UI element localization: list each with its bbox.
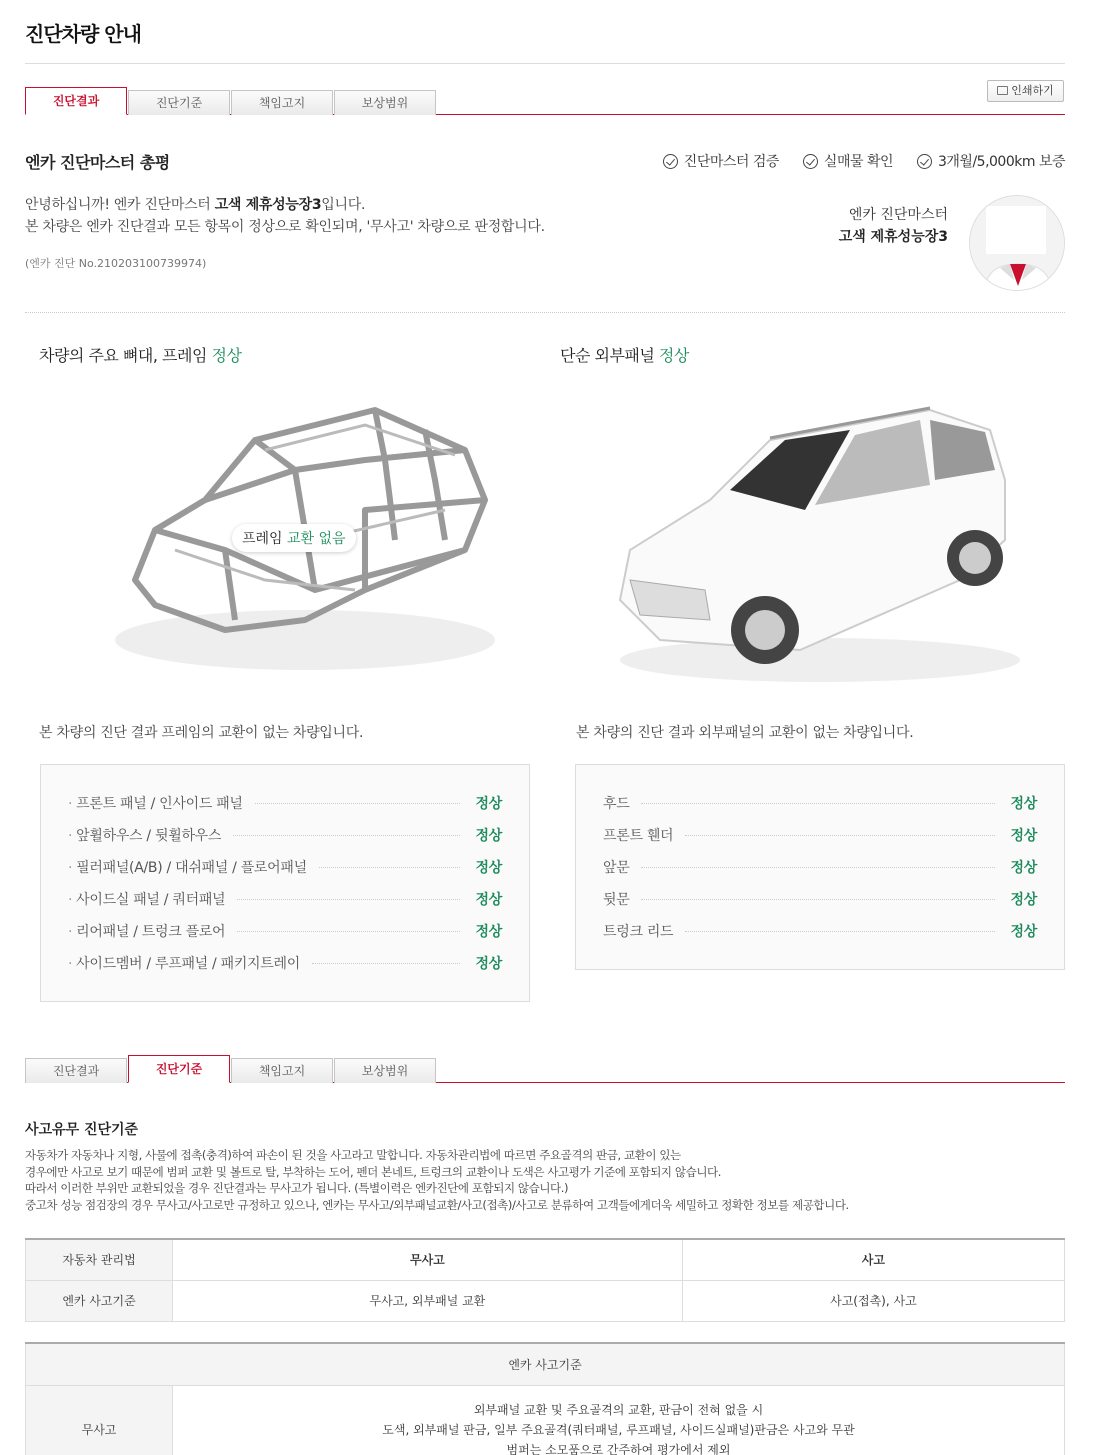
list-item [68, 787, 502, 819]
cell-line: 도색, 외부패널 판금, 일부 주요골격(쿼터패널, 루프패널, 사이드실패널)판금은 사고와 무관 [382, 1422, 855, 1437]
item-status: 정상 [475, 860, 502, 876]
dotted-leader [255, 803, 460, 804]
frame-badge [232, 524, 356, 552]
list-item [603, 787, 1037, 819]
table-cell: 사고 [682, 1239, 1064, 1280]
tab-result[interactable]: 진단결과 [25, 1058, 127, 1083]
tab-coverage[interactable]: 보상범위 [334, 1058, 436, 1083]
item-status: 정상 [1010, 860, 1037, 876]
cell-line: 범퍼는 소모품으로 간주하여 평가에서 제외 [506, 1442, 731, 1455]
item-status: 정상 [475, 796, 502, 812]
list-item [603, 915, 1037, 947]
greeting-name: 고색 제휴성능장3 [214, 197, 322, 213]
table-row-header: 엔카 사고기준 [26, 1280, 173, 1321]
list-item [68, 851, 502, 883]
dotted-leader [641, 803, 995, 804]
check-label: 실매물 확인 [823, 154, 893, 170]
master-role: 엔카 진단마스터 [848, 207, 948, 223]
dotted-leader [685, 931, 995, 932]
greeting-pre: 안녕하십니까! 엔카 진단마스터 [25, 197, 215, 213]
dotted-leader [641, 899, 995, 900]
table-row-header: 자동차 관리법 [26, 1239, 173, 1280]
cell-line: 외부패널 교환 및 주요골격의 교환, 판금이 전혀 없을 시 [473, 1402, 764, 1417]
frame-title-text: 차량의 주요 뼈대, 프레임 [39, 346, 212, 365]
car-image [600, 390, 1060, 690]
title-divider [25, 63, 1065, 64]
check-warranty [917, 151, 1065, 171]
item-status: 정상 [475, 828, 502, 844]
tab-bar-bottom [25, 1057, 1065, 1083]
badge-label: 프레임 [242, 531, 288, 547]
check-master-verified [663, 151, 779, 171]
tab-criteria[interactable]: 진단기준 [128, 90, 230, 115]
page-title: 진단차량 안내 [25, 22, 141, 46]
check-label: 진단마스터 검증 [683, 154, 779, 170]
criteria-table [25, 1238, 1065, 1322]
master-name: 고색 제휴성능장3 [838, 229, 948, 245]
outer-title-text: 단순 외부패널 [560, 346, 659, 365]
frame-desc: 본 차량의 진단 결과 프레임의 교환이 없는 차량입니다. [39, 725, 364, 741]
tab-disclaimer[interactable]: 책임고지 [231, 90, 333, 115]
list-item [603, 819, 1037, 851]
item-label: 후드 [603, 796, 630, 812]
list-item [68, 947, 502, 979]
table-cell: 무사고 [173, 1239, 683, 1280]
print-label: 인쇄하기 [1011, 84, 1054, 97]
diagnosis-number: (엔카 진단 No.210203100739974) [25, 257, 207, 270]
table-header: 엔카 사고기준 [26, 1343, 1065, 1385]
item-label: 트렁크 리드 [603, 924, 674, 940]
tab-result[interactable]: 진단결과 [25, 87, 127, 115]
item-status: 정상 [1010, 828, 1037, 844]
list-item [603, 851, 1037, 883]
avatar [969, 195, 1065, 291]
item-label: · 사이드멤버 / 루프패널 / 패키지트레이 [68, 953, 300, 973]
item-status: 정상 [475, 956, 502, 972]
dotted-leader [237, 931, 460, 932]
item-label: 뒷문 [603, 892, 630, 908]
outer-desc: 본 차량의 진단 결과 외부패널의 교환이 없는 차량입니다. [576, 725, 914, 741]
greeting-line2: 본 차량은 엔카 진단결과 모든 항목이 정상으로 확인되며, '무사고' 차량으로 판정합니다. [25, 219, 545, 235]
badge-status: 교환 없음 [287, 531, 346, 547]
list-item [68, 915, 502, 947]
dotted-leader [312, 963, 460, 964]
frame-title-status: 정상 [211, 346, 242, 365]
table-row [26, 1239, 1065, 1280]
outer-items-box [575, 764, 1065, 970]
item-label: · 앞휠하우스 / 뒷휠하우스 [68, 825, 221, 845]
table-cell: 무사고, 외부패널 교환 [173, 1280, 683, 1321]
table-row-header: 무사고 [26, 1385, 173, 1455]
greeting [25, 194, 545, 238]
outer-panel-title [560, 343, 689, 366]
frame-items-box [40, 764, 530, 1002]
criteria-line: 자동차가 자동차나 지형, 사물에 접촉(충격)하여 파손이 된 것을 사고라고 말합니다. 자동차관리법에 따르면 주요골격의 판금, 교환이 있는 [25, 1148, 681, 1162]
table-cell: 사고(접촉), 사고 [682, 1280, 1064, 1321]
summary-divider [25, 312, 1065, 313]
criteria-text [25, 1147, 1065, 1213]
tab-coverage[interactable]: 보상범위 [334, 90, 436, 115]
item-label: 앞문 [603, 860, 630, 876]
item-status: 정상 [1010, 796, 1037, 812]
master-label [839, 204, 948, 248]
item-label: 프론트 휀더 [603, 828, 674, 844]
outer-title-status: 정상 [658, 346, 689, 365]
item-status: 정상 [1010, 892, 1037, 908]
item-label: · 사이드실 패널 / 쿼터패널 [68, 889, 225, 909]
item-status: 정상 [1010, 924, 1037, 940]
dotted-leader [237, 899, 460, 900]
criteria-line: 경우에만 사고로 보기 때문에 범퍼 교환 및 볼트로 탈, 부착하는 도어, 펜더 본네트, 트렁크의 교환이나 도색은 사고평가 기준에 포함되지 않습니다. [25, 1164, 721, 1179]
table-row [26, 1385, 1065, 1455]
check-circle-icon [803, 154, 818, 169]
check-circle-icon [917, 154, 932, 169]
criteria-title: 사고유무 진단기준 [25, 1122, 139, 1138]
dotted-leader [233, 835, 460, 836]
check-label: 3개월/5,000km 보증 [938, 154, 1065, 170]
verification-checks [663, 151, 1065, 171]
person-icon [970, 196, 1065, 291]
list-item [68, 819, 502, 851]
check-circle-icon [663, 154, 678, 169]
list-item [68, 883, 502, 915]
suv-illustration [600, 390, 1060, 690]
frame-panel-title [39, 343, 241, 366]
tab-disclaimer[interactable]: 책임고지 [231, 1058, 333, 1083]
dotted-leader [641, 867, 995, 868]
list-item [603, 883, 1037, 915]
encar-criteria-table [25, 1342, 1065, 1455]
check-real-listing [803, 151, 893, 171]
dotted-leader [685, 835, 995, 836]
table-cell [173, 1385, 1065, 1455]
item-label: · 리어패널 / 트렁크 플로어 [68, 921, 225, 941]
table-row [26, 1280, 1065, 1321]
item-label: · 프론트 패널 / 인사이드 패널 [68, 793, 243, 813]
item-status: 정상 [475, 892, 502, 908]
criteria-line: 중고차 성능 점검장의 경우 무사고/사고로만 규정하고 있으나, 엔카는 무사고/외부패널교환/사고(접촉)/사고로 분류하여 고객들에게더욱 세밀하고 정확한 정보를 제공합니다. [25, 1197, 849, 1212]
item-status: 정상 [475, 924, 502, 940]
item-label: · 필러패널(A/B) / 대쉬패널 / 플로어패널 [68, 857, 307, 877]
dotted-leader [319, 867, 460, 868]
summary-title: 엔카 진단마스터 총평 [25, 153, 170, 172]
tab-bar-top [25, 89, 1065, 115]
criteria-line: 따라서 이러한 부위만 교환되었을 경우 진단결과는 무사고가 됩니다. (특별이력은 엔카진단에 포함되지 않습니다.) [25, 1181, 569, 1195]
greeting-post: 입니다. [321, 197, 366, 213]
tab-criteria[interactable]: 진단기준 [128, 1055, 230, 1083]
table-row [26, 1343, 1065, 1385]
greeting-line1 [25, 194, 545, 216]
